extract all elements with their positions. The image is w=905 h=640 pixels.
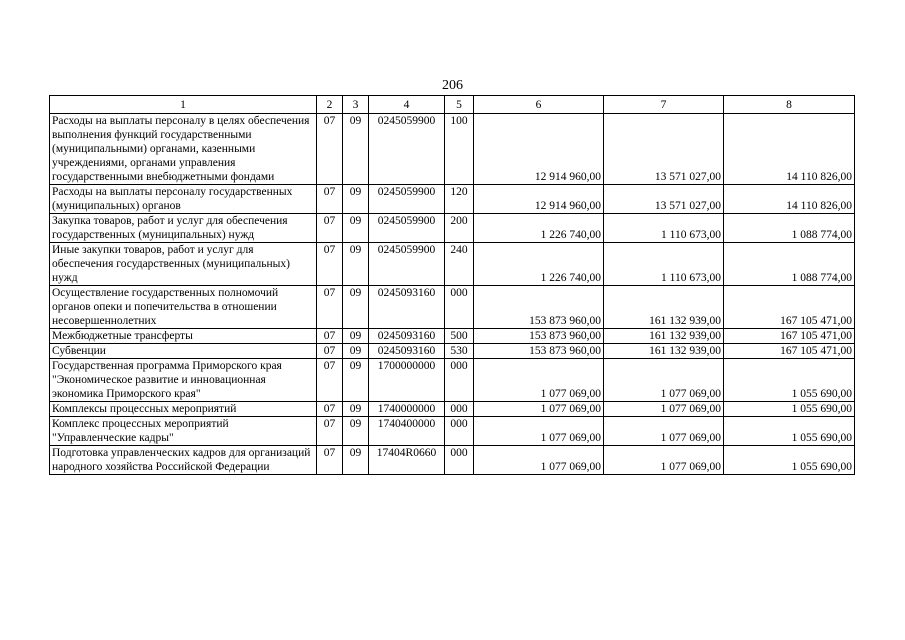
header-cell: 7 xyxy=(604,96,724,114)
expense-type-code: 100 xyxy=(445,114,474,185)
header-cell: 5 xyxy=(445,96,474,114)
expense-name: Расходы на выплаты персоналу государственных (муниципальных) органов xyxy=(50,185,317,214)
expense-type-code: 000 xyxy=(445,446,474,475)
header-cell: 8 xyxy=(724,96,855,114)
amount-col6: 1 226 740,00 xyxy=(474,243,604,286)
table-row xyxy=(50,417,855,446)
page-number: 206 xyxy=(442,78,463,93)
amount-col8: 167 105 471,00 xyxy=(724,329,855,344)
table-row xyxy=(50,114,855,185)
section-code: 07 xyxy=(317,446,343,475)
header-cell: 1 xyxy=(50,96,317,114)
header-cell: 2 xyxy=(317,96,343,114)
expense-name: Комплекс процессных мероприятий "Управленческие кадры" xyxy=(50,417,317,446)
section-code: 07 xyxy=(317,114,343,185)
expense-name: Субвенции xyxy=(50,344,317,359)
target-article-code: 1700000000 xyxy=(369,359,445,402)
amount-col7: 161 132 939,00 xyxy=(604,329,724,344)
section-code: 07 xyxy=(317,243,343,286)
amount-col8: 1 055 690,00 xyxy=(724,402,855,417)
expense-name: Закупка товаров, работ и услуг для обеспечения государственных (муниципальных) нужд xyxy=(50,214,317,243)
amount-col6: 1 226 740,00 xyxy=(474,214,604,243)
target-article-code: 0245093160 xyxy=(369,286,445,329)
amount-col8: 167 105 471,00 xyxy=(724,286,855,329)
amount-col7: 161 132 939,00 xyxy=(604,286,724,329)
table-row xyxy=(50,344,855,359)
amount-col6: 1 077 069,00 xyxy=(474,402,604,417)
amount-col7: 1 077 069,00 xyxy=(604,359,724,402)
amount-col8: 14 110 826,00 xyxy=(724,185,855,214)
expense-type-code: 000 xyxy=(445,417,474,446)
amount-col6: 153 873 960,00 xyxy=(474,286,604,329)
expense-type-code: 000 xyxy=(445,402,474,417)
amount-col7: 13 571 027,00 xyxy=(604,185,724,214)
target-article-code: 17404R0660 xyxy=(369,446,445,475)
table-row xyxy=(50,329,855,344)
subsection-code: 09 xyxy=(343,446,369,475)
expense-type-code: 240 xyxy=(445,243,474,286)
target-article-code: 0245059900 xyxy=(369,243,445,286)
subsection-code: 09 xyxy=(343,359,369,402)
amount-col7: 13 571 027,00 xyxy=(604,114,724,185)
expense-type-code: 530 xyxy=(445,344,474,359)
expense-type-code: 500 xyxy=(445,329,474,344)
section-code: 07 xyxy=(317,344,343,359)
target-article-code: 0245093160 xyxy=(369,344,445,359)
amount-col8: 1 088 774,00 xyxy=(724,243,855,286)
amount-col6: 1 077 069,00 xyxy=(474,446,604,475)
subsection-code: 09 xyxy=(343,417,369,446)
target-article-code: 0245093160 xyxy=(369,329,445,344)
amount-col6: 1 077 069,00 xyxy=(474,359,604,402)
target-article-code: 1740000000 xyxy=(369,402,445,417)
subsection-code: 09 xyxy=(343,214,369,243)
amount-col8: 1 055 690,00 xyxy=(724,446,855,475)
expense-type-code: 120 xyxy=(445,185,474,214)
header-cell: 6 xyxy=(474,96,604,114)
header-row xyxy=(50,96,855,114)
section-code: 07 xyxy=(317,329,343,344)
amount-col8: 14 110 826,00 xyxy=(724,114,855,185)
subsection-code: 09 xyxy=(343,402,369,417)
budget-table xyxy=(49,95,855,475)
expense-type-code: 000 xyxy=(445,359,474,402)
target-article-code: 0245059900 xyxy=(369,185,445,214)
table-row xyxy=(50,185,855,214)
expense-name: Государственная программа Приморского края "Экономическое развитие и инновационная экономика Приморского края" xyxy=(50,359,317,402)
amount-col8: 1 088 774,00 xyxy=(724,214,855,243)
expense-name: Расходы на выплаты персоналу в целях обеспечения выполнения функций государственными (муниципальными) органами, казенными учреждениями, органами управления государственными внебюджетными фондами xyxy=(50,114,317,185)
expense-type-code: 000 xyxy=(445,286,474,329)
section-code: 07 xyxy=(317,359,343,402)
section-code: 07 xyxy=(317,402,343,417)
expense-name: Осуществление государственных полномочий органов опеки и попечительства в отношении несовершеннолетних xyxy=(50,286,317,329)
amount-col6: 153 873 960,00 xyxy=(474,344,604,359)
subsection-code: 09 xyxy=(343,243,369,286)
section-code: 07 xyxy=(317,417,343,446)
amount-col7: 1 077 069,00 xyxy=(604,417,724,446)
expense-name: Подготовка управленческих кадров для организаций народного хозяйства Российской Федерации xyxy=(50,446,317,475)
amount-col7: 1 077 069,00 xyxy=(604,402,724,417)
table-row xyxy=(50,286,855,329)
amount-col8: 1 055 690,00 xyxy=(724,359,855,402)
amount-col7: 1 110 673,00 xyxy=(604,243,724,286)
table-row xyxy=(50,214,855,243)
section-code: 07 xyxy=(317,214,343,243)
amount-col7: 161 132 939,00 xyxy=(604,344,724,359)
subsection-code: 09 xyxy=(343,286,369,329)
section-code: 07 xyxy=(317,286,343,329)
expense-type-code: 200 xyxy=(445,214,474,243)
amount-col6: 153 873 960,00 xyxy=(474,329,604,344)
expense-name: Комплексы процессных мероприятий xyxy=(50,402,317,417)
table-row xyxy=(50,402,855,417)
amount-col6: 12 914 960,00 xyxy=(474,185,604,214)
subsection-code: 09 xyxy=(343,344,369,359)
target-article-code: 0245059900 xyxy=(369,214,445,243)
amount-col8: 167 105 471,00 xyxy=(724,344,855,359)
amount-col6: 1 077 069,00 xyxy=(474,417,604,446)
subsection-code: 09 xyxy=(343,114,369,185)
amount-col7: 1 110 673,00 xyxy=(604,214,724,243)
header-cell: 4 xyxy=(369,96,445,114)
amount-col7: 1 077 069,00 xyxy=(604,446,724,475)
subsection-code: 09 xyxy=(343,185,369,214)
section-code: 07 xyxy=(317,185,343,214)
target-article-code: 1740400000 xyxy=(369,417,445,446)
table-row xyxy=(50,446,855,475)
target-article-code: 0245059900 xyxy=(369,114,445,185)
table-row xyxy=(50,359,855,402)
amount-col8: 1 055 690,00 xyxy=(724,417,855,446)
amount-col6: 12 914 960,00 xyxy=(474,114,604,185)
subsection-code: 09 xyxy=(343,329,369,344)
expense-name: Межбюджетные трансферты xyxy=(50,329,317,344)
table-row xyxy=(50,243,855,286)
header-cell: 3 xyxy=(343,96,369,114)
expense-name: Иные закупки товаров, работ и услуг для обеспечения государственных (муниципальных) нужд xyxy=(50,243,317,286)
